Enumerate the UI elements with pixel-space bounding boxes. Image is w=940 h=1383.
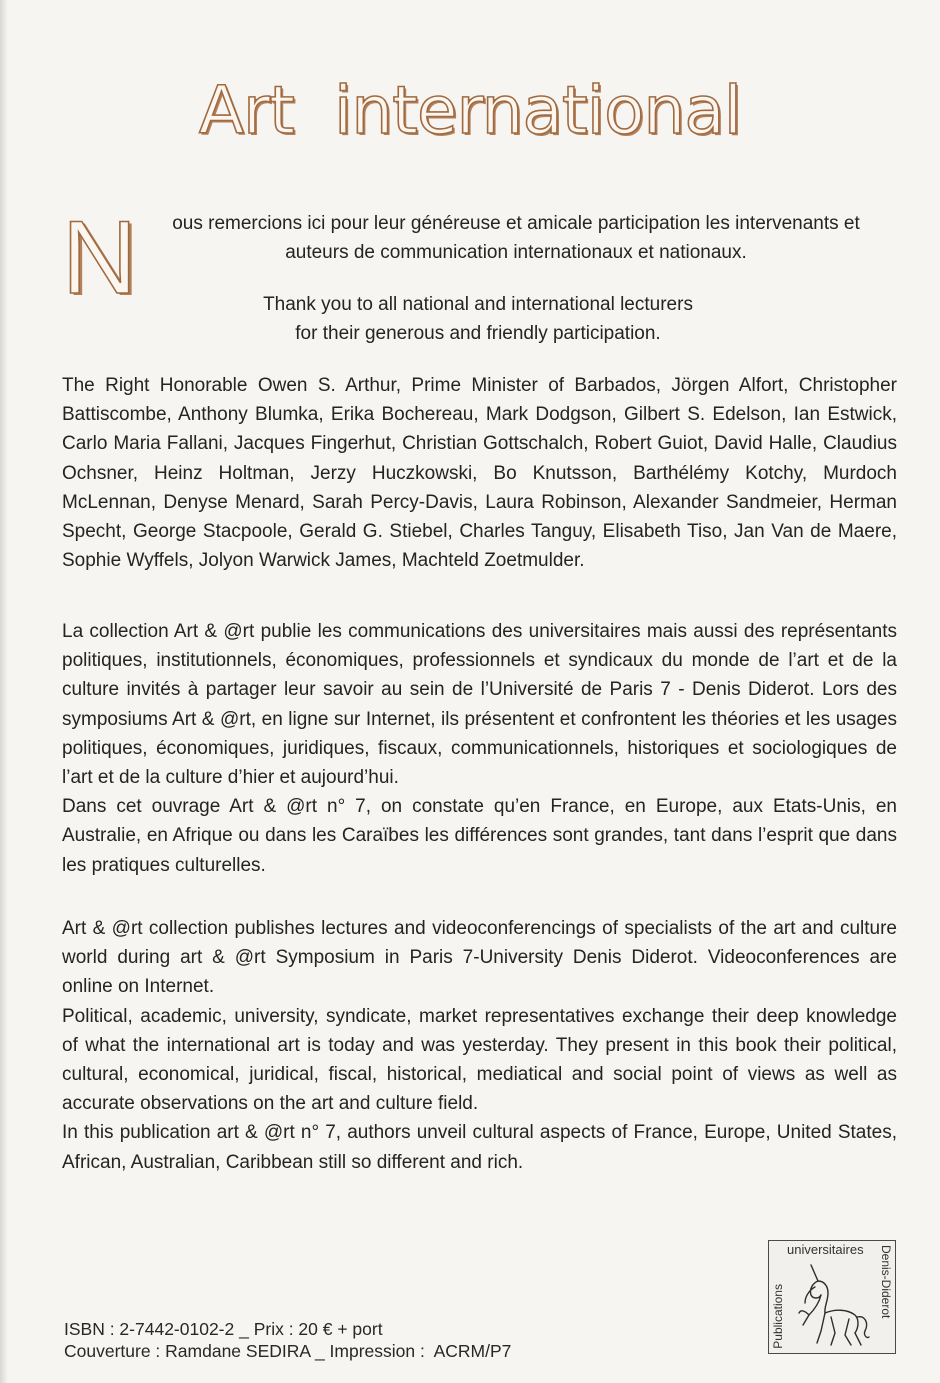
english-paragraph-2: Political, academic, university, syndicate, market representatives exchange their deep knowledge of what the international art is today and was yesterday. They present in this book their political, cultural, economical, juridical, fiscal, historical, mediatical and social point of views as well as accurate observations on the art and culture field. — [62, 1005, 897, 1115]
page-title: Art international — [198, 72, 742, 149]
intro-french-line-1: ous remercions ici pour leur généreuse et amicale participation les intervenants et — [172, 213, 860, 234]
participants-list — [62, 371, 897, 575]
french-paragraph-2: Dans cet ouvrage Art & @rt n° 7, on constate qu’en France, en Europe, aux Etats-Unis, en Australie, en Afrique ou dans les Caraïbes les différences sont grandes, tant dans l’esprit que dans les pratiques culturelles. — [62, 796, 897, 876]
logo-text-left: Publications — [771, 1284, 785, 1349]
english-paragraph-1: Art & @rt collection publishes lectures and videoconferencings of specialists of the art and culture world during art & @rt Symposium in Paris 7-University Denis Diderot. Videoconferences are online on Internet. — [62, 918, 897, 998]
participants-paragraph: The Right Honorable Owen S. Arthur, Prime Minister of Barbados, Jörgen Alfort, Christopher Battiscombe, Anthony Blumka, Erika Bochereau, Mark Dodgson, Gilbert S. Edelson, Ian Estwick, Carlo Maria Fallani, Jacques Fingerhut, Christian Gottschalch, Robert Guiot, David Halle, Claudius Ochsner, Heinz Holtman, Jerzy Huczkowski, Bo Knutsson, Barthélémy Kotchy, Murdoch McLennan, Denyse Menard, Sarah Percy-Davis, Laura Robinson, Alexander Sandmeier, Herman Specht, George Stacpoole, Gerald G. Stiebel, Charles Tanguy, Elisabeth Tiso, Jan Van de Maere, Sophie Wyffels, Jolyon Warwick James, Machteld Zoetmulder. — [62, 375, 897, 572]
intro-english — [128, 290, 828, 348]
intro-english-line-1: Thank you to all national and international lecturers — [263, 294, 693, 315]
publisher-logo — [768, 1240, 896, 1354]
logo-text-top: universitaires — [787, 1242, 864, 1257]
intro-french-line-2: auteurs de communication internationaux et nationaux. — [285, 242, 747, 263]
isbn-price-line: ISBN : 2-7442-0102-2 _ Prix : 20 € + port — [64, 1319, 383, 1339]
credits-line: Couverture : Ramdane SEDIRA _ Impression : ACRM/P7 — [64, 1341, 512, 1361]
french-paragraph-1: La collection Art & @rt publie les communications des universitaires mais aussi des représentants politiques, institutionnels, économiques, professionnels et syndicaux du monde de l’art et de la culture invités à partager leur savoir au sein de l’Université de Paris 7 - Denis Diderot. Lors des symposiums Art & @rt, en ligne sur Internet, ils présentent et confrontent les théories et les usages politiques, économiques, juridiques, fiscaux, communicationnels, historiques et sociologiques de l’art et de la culture d’hier et aujourd’hui. — [62, 621, 897, 789]
intro-french — [128, 209, 904, 267]
unicorn-icon — [791, 1259, 873, 1349]
logo-text-right: Denis-Diderot — [879, 1245, 893, 1319]
intro-english-line-2: for their generous and friendly participation. — [295, 323, 661, 344]
footer-info — [64, 1318, 511, 1362]
english-description — [62, 914, 897, 1177]
drop-cap: N — [62, 200, 138, 316]
french-description — [62, 617, 897, 880]
english-paragraph-3: In this publication art & @rt n° 7, authors unveil cultural aspects of France, Europe, United States, African, Australian, Caribbean still so different and rich. — [62, 1122, 897, 1173]
page-edge — [0, 0, 8, 1383]
